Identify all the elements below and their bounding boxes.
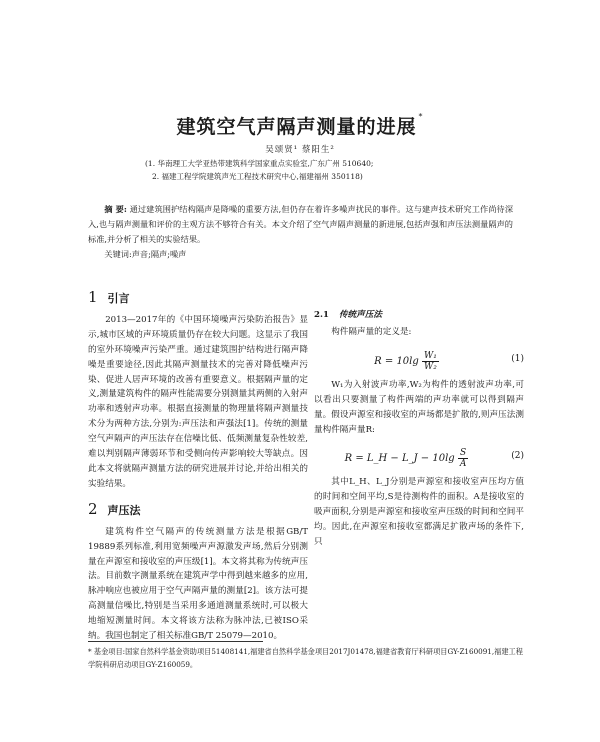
- section-2-heading: [88, 499, 308, 519]
- paragraph: 构件隔声量的定义是:: [331, 326, 412, 337]
- subsection-title: 传统声压法: [338, 310, 382, 320]
- authors: 吴颂贤¹ 蔡阳生²: [265, 145, 335, 155]
- equation-formula: R = L_H − L_J − 10lg $\frac{S}{A}$: [344, 448, 467, 470]
- fraction-denominator: A: [459, 459, 467, 470]
- equation-number: (1): [511, 353, 524, 364]
- section-1-heading: [88, 290, 308, 307]
- abstract-label: 摘 要:: [104, 204, 127, 214]
- title-footnote-mark: *: [418, 112, 424, 121]
- paragraph: W₁为入射波声功率,W₂为构件的透射波声功率,可以看出只要测量了构件两端的声功率就可以得到隔声量。假设声源室和接收室的声场都是扩散的,则声压法测量构件隔声量R:: [314, 379, 524, 435]
- section-title: 引言: [107, 292, 130, 305]
- equation-number: (2): [511, 451, 524, 462]
- keywords-label: 关键词:: [104, 249, 132, 259]
- abstract: [88, 202, 513, 247]
- left-column: [88, 286, 308, 642]
- subsection-number: 2.1: [314, 310, 329, 320]
- footnote-text: 基金项目:国家自然科学基金资助项目51408141,福建省自然科学基金项目2017J01478,福建省教育厅科研项目GY-Z160091,福建工程学院科研启动项目GY-Z160059。: [88, 647, 523, 669]
- fraction-numerator: W₁: [423, 350, 437, 361]
- affiliation-1: (1. 华南理工大学亚热带建筑科学国家重点实验室,广东广州 510640;: [145, 159, 374, 168]
- fraction-numerator: S: [458, 448, 469, 459]
- equation-2: [314, 441, 524, 471]
- keywords: [88, 249, 513, 260]
- equation-formula: R = 10lg $\frac{\text{W₁}}{\text{W₂}}$: [374, 350, 437, 372]
- paragraph: 建筑构件空气隔声的传统测量方法是根据GB/T 19889系列标准,利用宽频噪声声源激发声场,然后分别测量在声源室和接收室的声压级[1]。本文将其称为传统声压法。目前数字测量系统在建筑声学中得到越来越多的应用,脉冲响应也被应用于空气声隔声量的测量[2]。该方法可提高测量信噪比,特别是当采用多通道测量系统时,可以极大地缩短测量时间。本文将该方法称为脉冲法,已被ISO采纳。我国也制定了相关标准GB/T 25079—2010。: [88, 526, 308, 642]
- abstract-text: 通过建筑围护结构隔声是降噪的重要方法,但仍存在着许多噪声扰民的事件。这与建声技术研究工作尚待深入,也与隔声测量和评价的主观方法不够符合有关。本文介绍了空气声隔声测量的新进展,包括声强和声压法测量隔声的标准,并分析了相关的实验结果。: [88, 204, 514, 244]
- subsection-2-1-heading: [314, 308, 524, 323]
- right-column: [314, 300, 524, 550]
- footnote-mark: *: [88, 647, 92, 656]
- equation-1: [314, 344, 524, 374]
- fraction-denominator: W₂: [423, 361, 437, 372]
- paragraph: 其中L_H、L_J分别是声源室和接收室声压均方值的时间和空间平均,S是待测构件的面积。A是接收室的吸声面积,分别是声源室和接收室声压级的时间和空间平均。因此,在声源室和接收室都满足扩散声场的条件下,只: [314, 477, 524, 548]
- keywords-text: 声音;隔声;噪声: [131, 249, 187, 259]
- footnote-divider: [88, 641, 263, 642]
- paper-title: 建筑空气声隔声测量的进展 *: [176, 112, 424, 138]
- section-title: 声压法: [107, 503, 141, 517]
- affiliation-2: 2. 福建工程学院建筑声光工程技术研究中心,福建福州 350118): [152, 172, 363, 181]
- section-number: 1: [88, 288, 98, 306]
- footnote: [88, 646, 528, 671]
- paragraph: 2013—2017年的《中国环境噪声污染防治报告》显示,城市区域的声环境质量仍存在较大问题。这显示了我国的室外环境噪声污染严重。通过建筑围护结构进行隔声降噪是重要途径,因此其隔声测量技术的完善对降低噪声污染、促进人居声环境的改善有重要意义。根据隔声量的定义,测量建筑构件的隔声性能需要分别测量其两侧的入射声功率和透射声功率。根据直接测量的物理量将隔声测量技术分为两种方法,分别为:声压法和声强法[1]。传统的测量空气声隔声的声压法存在信噪比低、低频测量复杂性较差,难以判别隔声薄弱环节和受侧向传声影响较大等缺点。因此本文将就隔声测量方法的研究进展并讨论,并给出相关的实验结果。: [88, 314, 308, 489]
- section-number: 2: [88, 499, 98, 518]
